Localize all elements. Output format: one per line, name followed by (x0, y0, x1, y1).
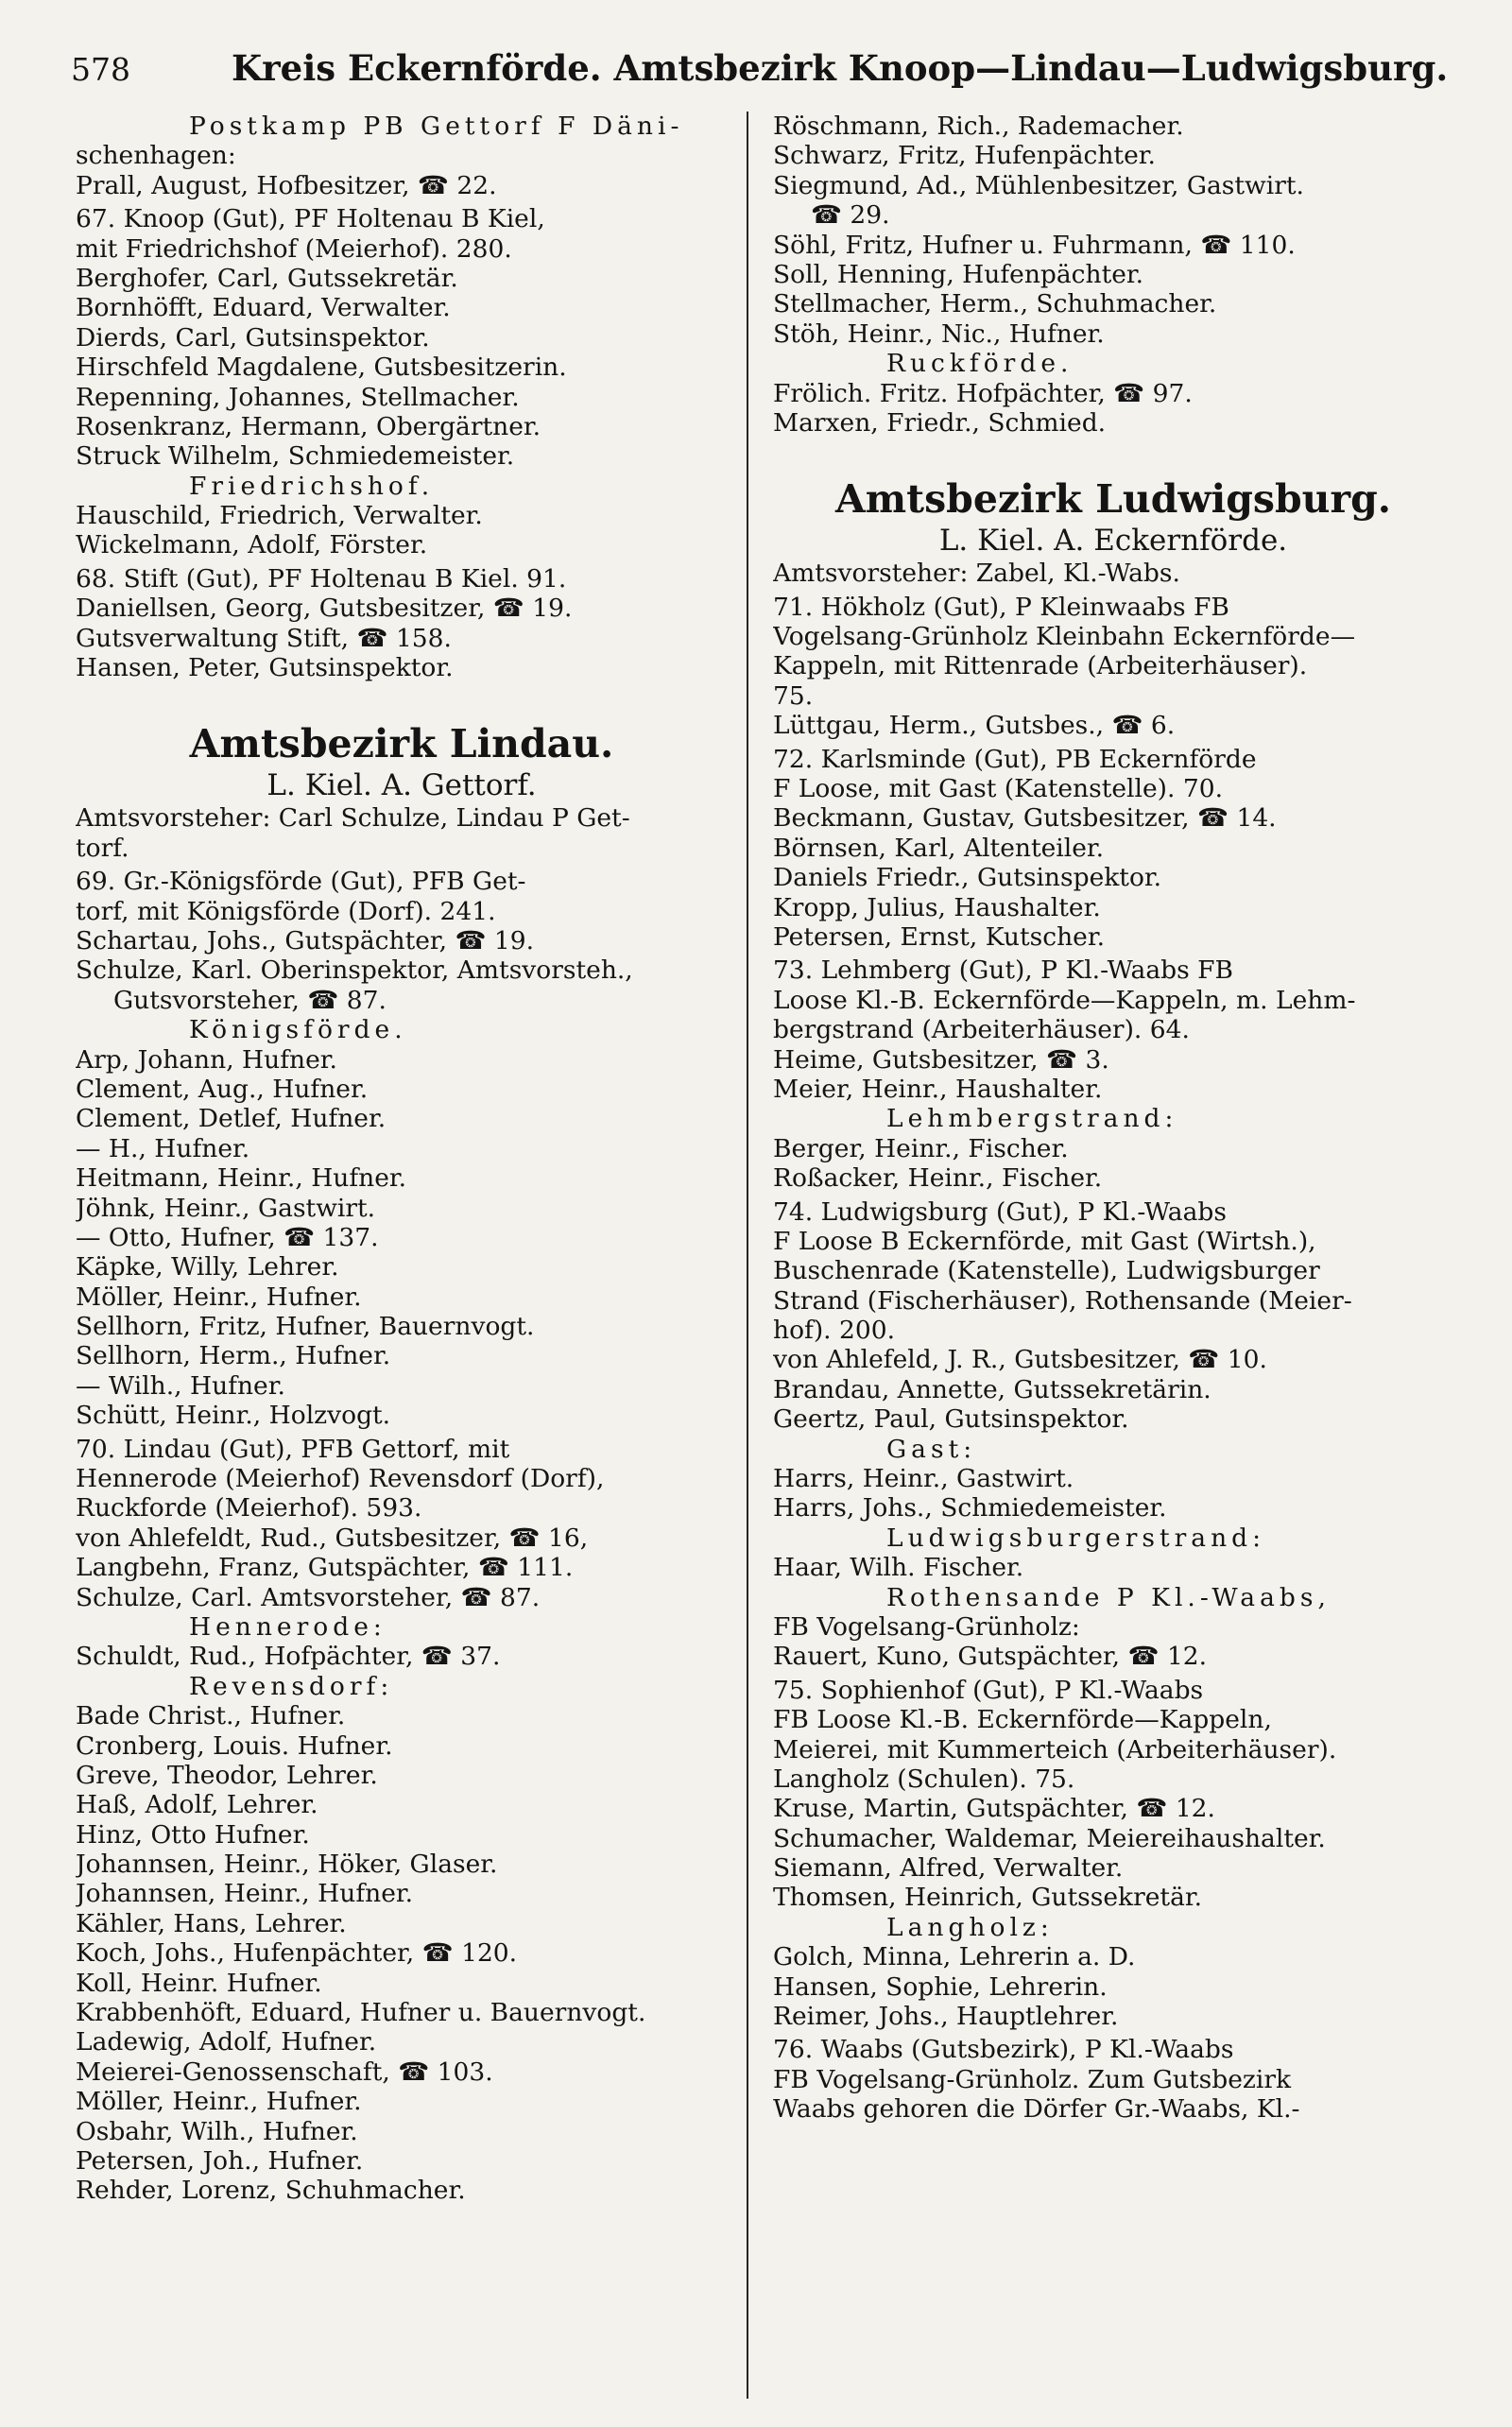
directory-line: Loose Kl.-B. Eckernförde—Kappeln, m. Lehm- (773, 985, 1356, 1015)
directory-line: Schulze, Karl. Oberinspektor, Amtsvorsteh., (76, 955, 633, 986)
directory-line: Hansen, Peter, Gutsinspektor. (76, 653, 454, 683)
directory-line: Kruse, Martin, Gutspächter, ☎ 12. (773, 1794, 1215, 1824)
directory-line: Stöh, Heinr., Nic., Hufner. (773, 318, 1105, 349)
directory-line: Sellhorn, Herm., Hufner. (76, 1341, 391, 1371)
directory-line: hof). 200. (773, 1316, 896, 1346)
directory-line: Haar, Wilh. Fischer. (773, 1553, 1024, 1583)
directory-line: Rosenkranz, Hermann, Obergärtner. (76, 411, 541, 441)
left-column (76, 112, 728, 2206)
directory-line: Amtsvorsteher: Carl Schulze, Lindau P Get- (76, 803, 630, 834)
directory-line: Käpke, Willy, Lehrer. (76, 1252, 339, 1282)
directory-line: Struck Wilhelm, Schmiedemeister. (76, 441, 515, 472)
directory-line: Börnsen, Karl, Altenteiler. (773, 833, 1105, 863)
directory-line: Waabs gehoren die Dörfer Gr.-Waabs, Kl.- (773, 2094, 1300, 2125)
directory-line: Heitmann, Heinr., Hufner. (76, 1163, 407, 1194)
estate-entry-heading: 68. Stift (Gut), PF Holtenau B Kiel. 91. (76, 563, 567, 594)
directory-line: Schuldt, Rud., Hofpächter, ☎ 37. (76, 1642, 501, 1672)
directory-line: Marxen, Friedr., Schmied. (773, 407, 1107, 438)
directory-line: Geertz, Paul, Gutsinspektor. (773, 1404, 1129, 1435)
directory-line: Arp, Johann, Hufner. (76, 1044, 337, 1075)
directory-line-continued: ☎ 29. (811, 200, 890, 231)
estate-entry-heading: 74. Ludwigsburg (Gut), P Kl.-Waabs (773, 1196, 1227, 1227)
directory-line: Hauschild, Friedrich, Verwalter. (76, 501, 483, 531)
estate-entry-heading: 71. Hökholz (Gut), P Kleinwaabs FB (773, 592, 1229, 622)
locality-heading: Hennerode: (189, 1611, 387, 1642)
directory-line: Meier, Heinr., Haushalter. (773, 1074, 1103, 1104)
page-header (71, 47, 1469, 104)
directory-line: Johannsen, Heinr., Hufner. (76, 1879, 414, 1909)
directory-line: Heime, Gutsbesitzer, ☎ 3. (773, 1044, 1109, 1075)
directory-line: — Wilh., Hufner. (76, 1370, 285, 1401)
directory-line: Daniels Friedr., Gutsinspektor. (773, 863, 1162, 893)
directory-line: Söhl, Fritz, Hufner u. Fuhrmann, ☎ 110. (773, 230, 1296, 260)
directory-line: FB Vogelsang-Grünholz. Zum Gutsbezirk (773, 2064, 1292, 2094)
directory-line: Ruckforde (Meierhof). 593. (76, 1493, 422, 1523)
directory-line: — H., Hufner. (76, 1133, 250, 1163)
directory-line: Gutsverwaltung Stift, ☎ 158. (76, 623, 452, 653)
directory-line: Schwarz, Fritz, Hufenpächter. (773, 141, 1156, 171)
directory-line: Stellmacher, Herm., Schuhmacher. (773, 289, 1217, 319)
directory-line: bergstrand (Arbeiterhäuser). 64. (773, 1015, 1190, 1045)
directory-line: Langbehn, Franz, Gutspächter, ☎ 111. (76, 1553, 574, 1583)
district-subheading: L. Kiel. A. Gettorf. (266, 768, 537, 803)
locality-heading: Gast: (886, 1434, 977, 1464)
directory-line: Ladewig, Adolf, Hufner. (76, 2027, 377, 2057)
directory-line: Bornhöfft, Eduard, Verwalter. (76, 293, 451, 323)
directory-line: Soll, Henning, Hufenpächter. (773, 259, 1144, 289)
locality-heading: Ludwigsburgerstrand: (886, 1523, 1266, 1553)
directory-line: Hennerode (Meierhof) Revensdorf (Dorf), (76, 1464, 605, 1494)
directory-line: Kropp, Julius, Haushalter. (773, 892, 1101, 922)
directory-line: Harrs, Johs., Schmiedemeister. (773, 1493, 1167, 1523)
directory-line: Wickelmann, Adolf, Förster. (76, 530, 428, 560)
directory-line: Prall, August, Hofbesitzer, ☎ 22. (76, 170, 497, 200)
estate-entry-heading: 75. Sophienhof (Gut), P Kl.-Waabs (773, 1675, 1204, 1705)
directory-line: F Loose B Eckernförde, mit Gast (Wirtsh.), (773, 1226, 1316, 1256)
directory-line: Harrs, Heinr., Gastwirt. (773, 1464, 1074, 1494)
directory-line: Koch, Johs., Hufenpächter, ☎ 120. (76, 1938, 518, 1969)
directory-line: Schütt, Heinr., Holzvogt. (76, 1401, 391, 1431)
directory-line: Vogelsang-Grünholz Kleinbahn Eckernförde— (773, 622, 1356, 652)
directory-line: Kähler, Hans, Lehrer. (76, 1908, 347, 1938)
directory-line: schenhagen: (76, 141, 236, 171)
directory-line: von Ahlefeldt, Rud., Gutsbesitzer, ☎ 16, (76, 1523, 589, 1553)
right-column (773, 112, 1453, 2125)
directory-line-continued: Gutsvorsteher, ☎ 87. (113, 985, 387, 1015)
directory-line: mit Friedrichshof (Meierhof). 280. (76, 233, 512, 264)
directory-line: Siemann, Alfred, Verwalter. (773, 1853, 1124, 1884)
directory-line: Clement, Aug., Hufner. (76, 1074, 369, 1104)
estate-entry-heading: 72. Karlsminde (Gut), PB Eckernförde (773, 744, 1257, 774)
directory-line: Brandau, Annette, Gutssekretärin. (773, 1374, 1211, 1404)
directory-line: Röschmann, Rich., Rademacher. (773, 112, 1184, 141)
directory-line: Langholz (Schulen). 75. (773, 1764, 1075, 1794)
estate-entry-heading: 69. Gr.-Königsförde (Gut), PFB Get- (76, 867, 526, 897)
directory-line: Meierei-Genossenschaft, ☎ 103. (76, 2057, 493, 2087)
directory-line: Schulze, Carl. Amtsvorsteher, ☎ 87. (76, 1582, 541, 1612)
directory-line: Kappeln, mit Rittenrade (Arbeiterhäuser). (773, 651, 1308, 681)
estate-entry-heading: 73. Lehmberg (Gut), P Kl.-Waabs FB (773, 955, 1233, 986)
directory-line: Rauert, Kuno, Gutspächter, ☎ 12. (773, 1642, 1208, 1672)
directory-line: Osbahr, Wilh., Hufner. (76, 2116, 358, 2146)
locality-heading: Postkamp PB Gettorf F Däni- (189, 112, 684, 141)
running-title: Kreis Eckernförde. Amtsbezirk Knoop—Lindau—Ludwigsburg. (232, 47, 1449, 89)
directory-line: Johannsen, Heinr., Höker, Glaser. (76, 1850, 498, 1880)
directory-line: Cronberg, Louis. Hufner. (76, 1730, 393, 1761)
directory-line: Haß, Adolf, Lehrer. (76, 1790, 318, 1820)
district-heading: Amtsbezirk Ludwigsburg. (834, 476, 1392, 523)
directory-line: F Loose, mit Gast (Katenstelle). 70. (773, 774, 1223, 804)
directory-line: Greve, Theodor, Lehrer. (76, 1760, 378, 1790)
directory-line: Frölich. Fritz. Hofpächter, ☎ 97. (773, 378, 1193, 408)
locality-heading: Ruckförde. (886, 349, 1074, 379)
directory-line: Schumacher, Waldemar, Meiereihaushalter. (773, 1823, 1326, 1853)
directory-line: Amtsvorsteher: Zabel, Kl.-Wabs. (773, 559, 1180, 589)
directory-line: Strand (Fischerhäuser), Rothensande (Meier- (773, 1285, 1352, 1316)
directory-line: Thomsen, Heinrich, Gutssekretär. (773, 1883, 1203, 1913)
directory-line: Beckmann, Gustav, Gutsbesitzer, ☎ 14. (773, 803, 1277, 834)
directory-line: Möller, Heinr., Hufner. (76, 2087, 362, 2117)
locality-heading: Königsförde. (189, 1015, 407, 1045)
directory-line: Koll, Heinr. Hufner. (76, 1968, 322, 1998)
directory-line: von Ahlefeld, J. R., Gutsbesitzer, ☎ 10. (773, 1345, 1267, 1375)
directory-line: Hirschfeld Magdalene, Gutsbesitzerin. (76, 353, 567, 383)
directory-line: Schartau, Johs., Gutspächter, ☎ 19. (76, 925, 535, 955)
directory-line: Roßacker, Heinr., Fischer. (773, 1163, 1103, 1194)
estate-entry-heading: 67. Knoop (Gut), PF Holtenau B Kiel, (76, 204, 545, 234)
locality-heading: Revensdorf: (189, 1671, 394, 1701)
column-divider (747, 112, 748, 2399)
directory-line: torf. (76, 833, 129, 863)
directory-line: Petersen, Ernst, Kutscher. (773, 921, 1105, 952)
directory-line: Hansen, Sophie, Lehrerin. (773, 1971, 1108, 2002)
locality-heading: Lehmbergstrand: (886, 1104, 1178, 1134)
directory-line: Golch, Minna, Lehrerin a. D. (773, 1942, 1136, 1972)
district-subheading: L. Kiel. A. Eckernförde. (938, 524, 1288, 559)
directory-line: — Otto, Hufner, ☎ 137. (76, 1222, 379, 1252)
directory-line: Berger, Heinr., Fischer. (773, 1133, 1069, 1163)
directory-line: Bade Christ., Hufner. (76, 1701, 346, 1731)
directory-line: 75. (773, 680, 814, 711)
directory-line: Möller, Heinr., Hufner. (76, 1282, 362, 1312)
directory-line: Clement, Detlef, Hufner. (76, 1104, 387, 1134)
directory-line: torf, mit Königsförde (Dorf). 241. (76, 896, 496, 926)
directory-line: Berghofer, Carl, Gutssekretär. (76, 263, 458, 293)
directory-line: Sellhorn, Fritz, Hufner, Bauernvogt. (76, 1312, 535, 1342)
directory-line: Buschenrade (Katenstelle), Ludwigsburger (773, 1256, 1320, 1286)
directory-line: Jöhnk, Heinr., Gastwirt. (76, 1193, 376, 1223)
directory-line: Lüttgau, Herm., Gutsbes., ☎ 6. (773, 711, 1176, 741)
directory-line: Daniellsen, Georg, Gutsbesitzer, ☎ 19. (76, 594, 573, 624)
directory-line: Repenning, Johannes, Stellmacher. (76, 382, 520, 412)
directory-line: Meierei, mit Kummerteich (Arbeiterhäuser). (773, 1734, 1337, 1764)
locality-heading: Friedrichshof. (189, 471, 435, 501)
directory-line: Dierds, Carl, Gutsinspektor. (76, 322, 430, 353)
directory-line: Petersen, Joh., Hufner. (76, 2146, 364, 2176)
directory-line: Reimer, Johs., Hauptlehrer. (773, 2002, 1119, 2032)
directory-line: Rehder, Lorenz, Schuhmacher. (76, 2176, 466, 2206)
directory-line: Hinz, Otto Hufner. (76, 1819, 310, 1850)
locality-heading: Langholz: (886, 1912, 1054, 1942)
estate-entry-heading: 70. Lindau (Gut), PFB Gettorf, mit (76, 1434, 510, 1464)
directory-line: Krabbenhöft, Eduard, Hufner u. Bauernvogt. (76, 1998, 646, 2028)
directory-line: Siegmund, Ad., Mühlenbesitzer, Gastwirt. (773, 170, 1304, 200)
page-number: 578 (71, 51, 130, 88)
directory-line: FB Vogelsang-Grünholz: (773, 1611, 1080, 1642)
district-heading: Amtsbezirk Lindau. (189, 721, 614, 767)
locality-heading: Rothensande P Kl.-Waabs, (886, 1582, 1331, 1612)
estate-entry-heading: 76. Waabs (Gutsbezirk), P Kl.-Waabs (773, 2035, 1234, 2065)
directory-line: FB Loose Kl.-B. Eckernförde—Kappeln, (773, 1705, 1272, 1735)
